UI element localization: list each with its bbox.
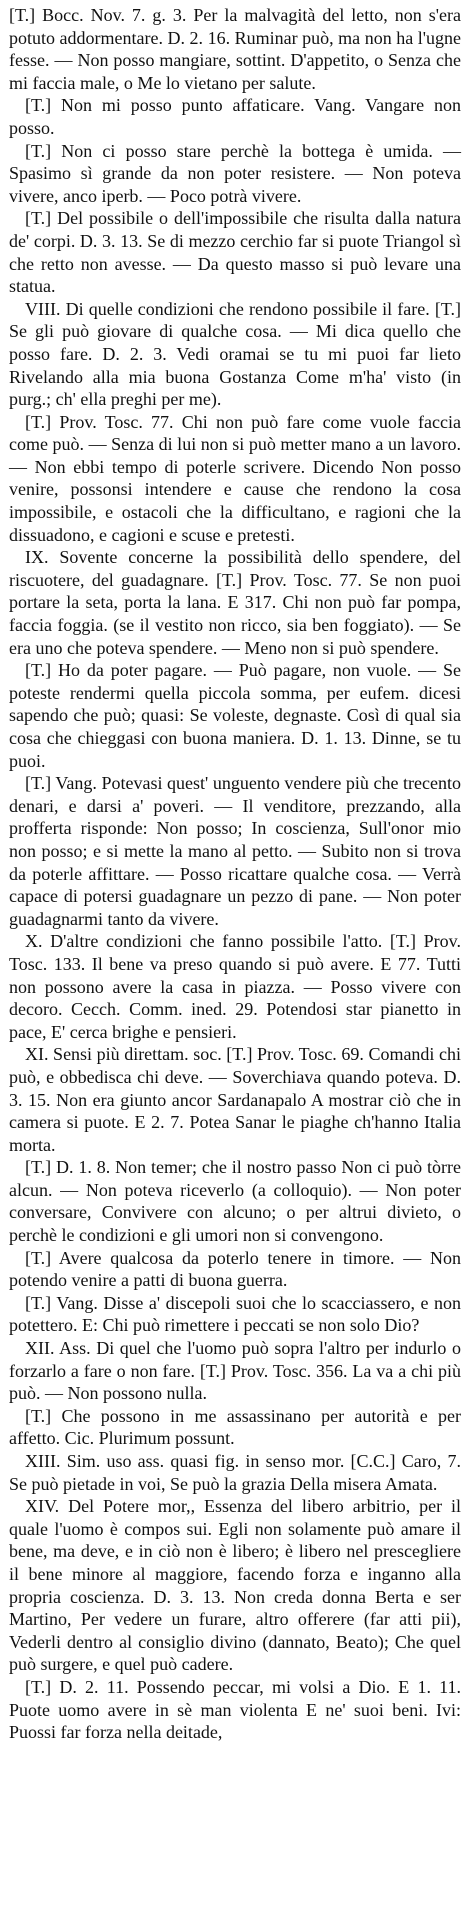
section-xi: XI. Sensi più direttam. soc. [T.] Prov. Tosc. 69. Comandi chi può, e obbedisca chi deve. — Soverchiava quando poteva. D. 3. 15. Non era giunto ancor Sardanapalo A mostrar ciò che in camera si puote. E 2. 7. Potea Sanar le piaghe ch'hanno Italia morta. <box>9 1044 461 1155</box>
para-poter-pagare: [T.] Ho da poter pagare. — Può pagare, non vuole. — Se poteste rendermi quella piccola somma, per eufem. dicesi sapendo che può; quasi: Se voleste, degnaste. Così di qual sia cosa che chieggasi con buona maniera. D. 1. 13. Dinne, se tu puoi. <box>9 660 461 771</box>
para-bottega: [T.] Non ci posso stare perchè la bottega è umida. — Spasimo sì grande da non poter resistere. — Non poteva vivere, anco iperb. — Poco potrà vivere. <box>9 140 461 206</box>
para-unguento: [T.] Vang. Potevasi quest' unguento vendere più che trecento denari, e darsi a' poveri. — Il venditore, prezzando, alla profferta risponde: Non posso; In coscienza, Sull'onor mio non posso; e si mette la mano al petto. — Subito non si trova da poterle affittare. — Posso ricattare qualche cosa. — Verrà capace di potersi guadagnare un pezzo di pane. — Non poter guadagnarmi tanto da vivere. <box>9 773 461 929</box>
para-non-temer: [T.] D. 1. 8. Non temer; che il nostro passo Non ci può tòrre alcun. — Non poteva riceverlo (a colloquio). — Non poter conversare, Convivere con alcuno; o per altrui divieto, o perchè le condizioni e gli umori non si convengono. <box>9 1157 461 1246</box>
para-bocc-nov: [T.] Bocc. Nov. 7. g. 3. Per la malvagità del letto, non s'era potuto addormentare. D. 2. 16. Ruminar può, ma non ha l'ugne fesse. — Non posso mangiare, sottint. D'appetito, o Senza che mi faccia male, o Me lo vietano per salute. <box>9 5 461 93</box>
section-ix: IX. Sovente concerne la possibilità dello spendere, del riscuotere, del guadagnare. [T.] Prov. Tosc. 77. Se non puoi portare la seta, porta la lana. E 317. Chi non può far pompa, faccia foggia. (se il vestito non ricco, sia ben foggiato). — Se era uno che poteva spendere. — Meno non si può spendere. <box>9 547 461 658</box>
section-xiii: XIII. Sim. uso ass. quasi fig. in senso mor. [C.C.] Caro, 7. Se può pietade in voi, Se può la grazia Della misera Amata. <box>9 1451 461 1494</box>
para-discepoli: [T.] Vang. Disse a' discepoli suoi che lo scacciassero, e non potettero. E: Chi può rimettere i peccati se non solo Dio? <box>9 1292 461 1336</box>
section-x: X. D'altre condizioni che fanno possibile l'atto. [T.] Prov. Tosc. 133. Il bene va preso quando si può avere. E 77. Tutti non possono avere la casa in piazza. — Posso vivere con decoro. Cecch. Comm. ined. 29. Potendosi star pianetto in pace, E' cerca brighe e pensieri. <box>9 931 461 1042</box>
para-affaticare: [T.] Non mi posso punto affaticare. Vang. Vangare non posso. <box>9 95 461 138</box>
para-timore: [T.] Avere qualcosa da poterlo tenere in timore. — Non potendo venire a patti di buona guerra. <box>9 1247 461 1291</box>
para-prov-tosc-77: [T.] Prov. Tosc. 77. Chi non può fare come vuole faccia come può. — Senza di lui non si può metter mano a un lavoro. — Non ebbi tempo di poterle scrivere. Dicendo Non posso venire, possonsi intendere e cause che rendono la cosa impossibile, e ostacoli che la difficultano, e ragioni che la dissuadono, e cagioni e scuse e pretesti. <box>9 411 461 545</box>
section-xii: XII. Ass. Di quel che l'uomo può sopra l'altro per indurlo o forzarlo a fare o non fare. [T.] Prov. Tosc. 356. La va a chi più può. — Non possono nulla. <box>9 1338 461 1404</box>
para-assassinano: [T.] Che possono in me assassinano per autorità e per affetto. Cic. Plurimum possunt. <box>9 1405 461 1449</box>
para-possendo-peccar: [T.] D. 2. 11. Possendo peccar, mi volsi a Dio. E 1. 11. Puote uomo avere in sè man violenta E ne' suoi beni. Ivi: Puossi far forza nella deitade, <box>9 1676 461 1743</box>
para-possibile-impossibile: [T.] Del possibile o dell'impossibile che risulta dalla natura de' corpi. D. 3. 13. Se di mezzo cerchio far si puote Triangol sì che retto non avesse. — Da questo masso si può levare una statua. <box>9 208 461 297</box>
section-viii: VIII. Di quelle condizioni che rendono possibile il fare. [T.] Se gli può giovare di qualche cosa. — Mi dica quello che posso fare. D. 2. 3. Vedi oramai se tu mi puoi far lieto Rivelando alla mia buona Gostanza Come m'ha' visto (in purg.; ch' ella preghi per me). <box>9 298 461 410</box>
section-xiv: XIV. Del Potere mor,, Essenza del libero arbitrio, per il quale l'uomo è compos sui. Egli non solamente può amare il bene, ma deve, e in ciò non è libero; è libero nel prescegliere il bene minore al maggiore, facendo forza e inganno alla propria coscienza. D. 3. 13. Non creda donna Berta e ser Martino, Per vedere un furare, altro offerere (far atti pii), Vederli dentro al consiglio divino (dannato, Beato); Che quel può surgere, e quel può cadere. <box>9 1496 461 1675</box>
